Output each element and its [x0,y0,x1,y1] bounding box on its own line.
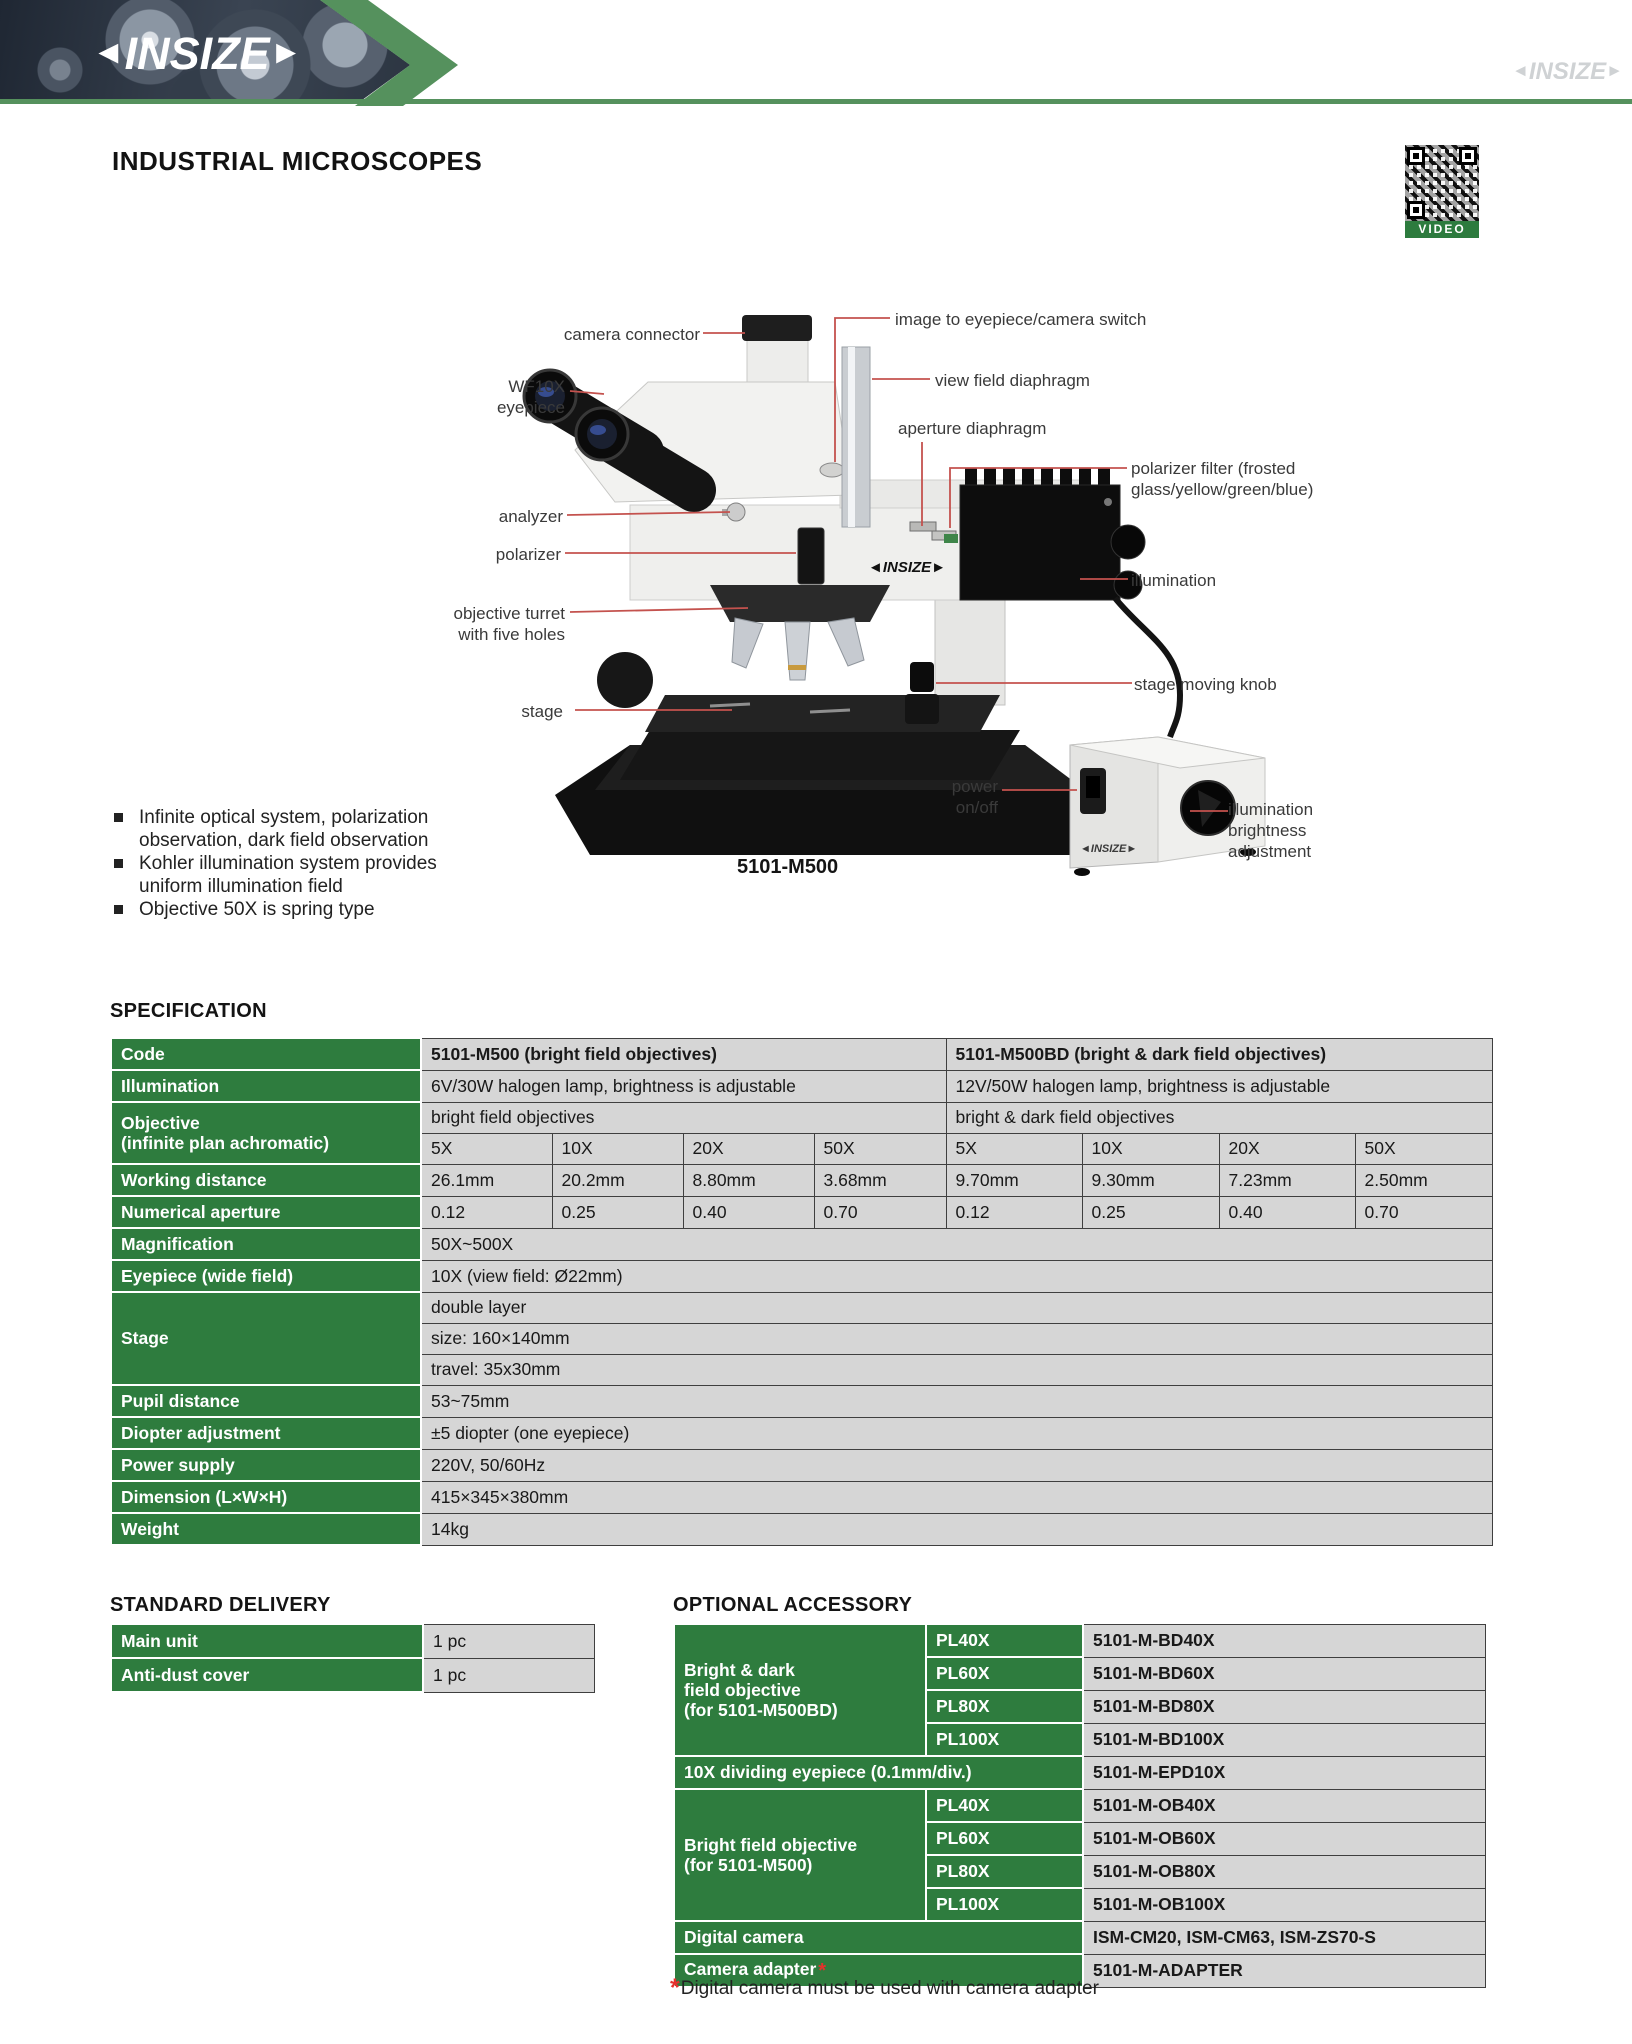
spec-value: 0.25 [552,1196,683,1228]
label-image-switch: image to eyepiece/camera switch [895,310,1147,329]
spec-value: 20X [683,1133,814,1164]
view-field-diaphragm-rod [842,347,870,527]
feature-text: Infinite optical system, polarization [139,807,429,828]
label-line: brightness [1228,821,1307,840]
aperture-diaphragm-slider [910,522,936,531]
label-line: (for 5101-M500BD) [684,1700,838,1720]
label-polarizer: polarizer [495,545,561,564]
spec-value: 5101-M500 (bright field objectives) [421,1038,946,1070]
feature-text: observation, dark field observation [139,830,429,851]
label-text: Camera adapter [684,1958,817,1979]
stage-moving-knob [910,662,934,692]
spec-value: 50X [814,1133,946,1164]
asterisk-icon: * [818,1959,827,1982]
spec-value: 220V, 50/60Hz [421,1449,1492,1481]
focus-knob [597,652,653,708]
label-line: objective turret [453,604,565,623]
table-row [674,1624,1485,1657]
label-line: WF10X [508,377,565,396]
spec-value: double layer [421,1292,1492,1323]
delivery-item: Anti-dust cover [111,1658,423,1692]
label-line: glass/yellow/green/blue) [1131,480,1314,499]
spec-label: Diopter adjustment [111,1417,421,1449]
label-stage: stage [521,702,563,721]
spec-label: Eyepiece (wide field) [111,1260,421,1292]
spec-value: 9.30mm [1082,1164,1219,1196]
label-view-field-diaphragm: view field diaphragm [935,371,1090,390]
table-row [111,1449,1492,1481]
table-row [111,1228,1492,1260]
label-illumination: illumination [1131,571,1217,590]
optional-code: 5101-M-OB80X [1083,1855,1485,1888]
spec-value: 0.40 [683,1196,814,1228]
spec-value: ±5 diopter (one eyepiece) [421,1417,1492,1449]
table-row [111,1292,1492,1323]
spec-label: Working distance [111,1164,421,1196]
bullet-square-icon [114,813,123,822]
spec-value: 2.50mm [1355,1164,1492,1196]
feature-text: Objective 50X is spring type [139,899,375,920]
polarizer-slider [798,528,824,584]
spec-value: 5X [421,1133,552,1164]
logo-right-arrow-icon: ► [269,33,303,70]
label-stage-moving-knob: stage moving knob [1134,675,1277,694]
table-row [111,1164,1492,1196]
spec-value: 415×345×380mm [421,1481,1492,1513]
footnote [670,1974,1099,2003]
label-analyzer: analyzer [498,507,563,526]
qr-code [1405,145,1479,221]
optional-sub-label: PL40X [926,1789,1083,1822]
table-row [674,1756,1485,1789]
logo-left-arrow-icon: ◄ [92,33,125,70]
delivery-item: Main unit [111,1624,423,1658]
optional-group-label [674,1624,926,1756]
label-line: illumination [1228,800,1314,819]
spec-value: 20.2mm [552,1164,683,1196]
spec-value: 8.80mm [683,1164,814,1196]
spec-value: 50X~500X [421,1228,1492,1260]
feature-item [112,806,532,852]
spec-value: 20X [1219,1133,1355,1164]
stage-upper [645,695,1000,732]
spec-value: 0.70 [1355,1196,1492,1228]
spec-value: 50X [1355,1133,1492,1164]
insize-logo [92,28,302,80]
table-row [111,1481,1492,1513]
table-row [111,1196,1492,1228]
spec-value: bright field objectives [421,1102,946,1133]
feature-item [112,898,532,921]
spec-label: Illumination [111,1070,421,1102]
spec-value: 5101-M500BD (bright & dark field objectives) [946,1038,1492,1070]
green-divider-line [0,99,1632,104]
bullet-square-icon [114,905,123,914]
spec-value: 5X [946,1133,1082,1164]
header-banner [0,0,1632,106]
spec-value: 7.23mm [1219,1164,1355,1196]
spec-value: 0.70 [814,1196,946,1228]
spec-label [111,1102,421,1164]
optional-sub-label: PL60X [926,1822,1083,1855]
spec-label: Code [111,1038,421,1070]
spec-value: 26.1mm [421,1164,552,1196]
label-line: Objective [121,1113,200,1133]
label-line: (for 5101-M500) [684,1855,813,1875]
spec-value: size: 160×140mm [421,1323,1492,1354]
spec-label: Power supply [111,1449,421,1481]
table-row [674,1921,1485,1954]
spec-value: 9.70mm [946,1164,1082,1196]
spec-value: 3.68mm [814,1164,946,1196]
optional-sub-label: PL100X [926,1888,1083,1921]
table-row [111,1038,1492,1070]
model-caption: 5101-M500 [737,856,839,878]
label-line: polarizer filter (frosted [1131,459,1296,478]
power-cable [1115,598,1180,737]
qr-finder-icon [1407,201,1425,219]
spec-value: travel: 35x30mm [421,1354,1492,1385]
optional-code: 5101-M-BD100X [1083,1723,1485,1756]
spec-label: Pupil distance [111,1385,421,1417]
feature-text: Kohler illumination system provides [139,853,437,874]
illuminator [960,468,1145,600]
spec-value: 0.12 [946,1196,1082,1228]
feature-list [112,806,532,921]
asterisk-icon: * [670,1974,680,2002]
spec-value: bright & dark field objectives [946,1102,1492,1133]
optional-code: 5101-M-BD40X [1083,1624,1485,1657]
optional-group-label: 10X dividing eyepiece (0.1mm/div.) [674,1756,1083,1789]
optional-code: 5101-M-ADAPTER [1083,1954,1485,1987]
optional-sub-label: PL60X [926,1657,1083,1690]
label-line: field objective [684,1680,801,1700]
spec-value: 10X (view field: Ø22mm) [421,1260,1492,1292]
page-title: INDUSTRIAL MICROSCOPES [112,146,483,176]
feature-item [112,852,532,898]
watermark-right-arrow-icon: ► [1606,61,1623,80]
optional-code: 5101-M-BD80X [1083,1690,1485,1723]
insize-watermark [1512,58,1623,86]
qr-finder-icon [1459,147,1477,165]
camera-connector [742,315,812,341]
spec-heading: SPECIFICATION [110,1000,267,1022]
delivery-qty: 1 pc [423,1658,594,1692]
feature-text: uniform illumination field [139,876,343,897]
body-logo-text: ◄INSIZE► [868,559,947,576]
label-line: power [951,777,998,796]
label-line: Bright field objective [684,1835,858,1855]
label-line: (infinite plan achromatic) [121,1133,330,1153]
label-camera-connector: camera connector [563,325,700,344]
table-row [674,1789,1485,1822]
label-line: eyepiece [496,398,565,417]
eyepiece-camera-switch [820,463,844,477]
optional-code: 5101-M-BD60X [1083,1657,1485,1690]
polarizer-filter-tab [944,534,958,543]
label-aperture-diaphragm: aperture diaphragm [898,419,1047,438]
spec-label: Weight [111,1513,421,1545]
spec-value: 14kg [421,1513,1492,1545]
stage-lower [620,730,1020,780]
spec-value: 0.12 [421,1196,552,1228]
optional-group-label [674,1789,926,1921]
label-line: with five holes [458,625,565,644]
optional-sub-label: PL40X [926,1624,1083,1657]
label-line: adjustment [1228,842,1312,861]
spec-table [110,1037,1491,1546]
label-wf10x-eyepiece [497,376,565,418]
spec-value: 6V/30W halogen lamp, brightness is adjustable [421,1070,946,1102]
delivery-heading: STANDARD DELIVERY [110,1594,331,1616]
footnote-text: Digital camera must be used with camera adapter [680,1978,1099,1999]
table-row [111,1417,1492,1449]
table-row [111,1658,594,1692]
optional-code: 5101-M-OB40X [1083,1789,1485,1822]
logo-text: INSIZE [124,28,270,79]
spec-label: Magnification [111,1228,421,1260]
optional-sub-label: PL80X [926,1690,1083,1723]
optional-code: 5101-M-OB100X [1083,1888,1485,1921]
spec-label: Numerical aperture [111,1196,421,1228]
label-brightness-adjustment [1228,799,1313,862]
table-row [111,1070,1492,1102]
table-row [111,1385,1492,1417]
table-row [111,1260,1492,1292]
label-polarizer-filter [1131,458,1313,500]
spec-value: 53~75mm [421,1385,1492,1417]
optional-code: 5101-M-OB60X [1083,1822,1485,1855]
optional-heading: OPTIONAL ACCESSORY [673,1594,913,1616]
label-power-on-off [952,776,998,818]
psu-logo-text: ◄INSIZE► [1080,843,1138,855]
optional-table [673,1623,1484,1988]
spec-value: 12V/50W halogen lamp, brightness is adjustable [946,1070,1492,1102]
qr-finder-icon [1407,147,1425,165]
optional-group-label: Digital camera [674,1921,1083,1954]
table-row [111,1102,1492,1133]
spec-value: 10X [552,1133,683,1164]
watermark-text: INSIZE [1528,58,1607,85]
bullet-square-icon [114,859,123,868]
video-badge: VIDEO [1405,221,1479,238]
optional-code: ISM-CM20, ISM-CM63, ISM-ZS70-S [1083,1921,1485,1954]
label-objective-turret [454,603,566,645]
stand-column [935,590,1005,705]
objective-turret [710,585,890,622]
spec-value: 0.25 [1082,1196,1219,1228]
optional-sub-label: PL100X [926,1723,1083,1756]
delivery-qty: 1 pc [423,1624,594,1658]
spec-label: Stage [111,1292,421,1385]
delivery-table [110,1623,593,1693]
table-row [111,1513,1492,1545]
watermark-left-arrow-icon: ◄ [1512,61,1529,80]
spec-label: Dimension (L×W×H) [111,1481,421,1513]
optional-code: 5101-M-EPD10X [1083,1756,1485,1789]
label-line: on/off [955,798,998,817]
spec-value: 0.40 [1219,1196,1355,1228]
spec-value: 10X [1082,1133,1219,1164]
label-line: Bright & dark [684,1660,795,1680]
table-row [111,1624,594,1658]
optional-sub-label: PL80X [926,1855,1083,1888]
